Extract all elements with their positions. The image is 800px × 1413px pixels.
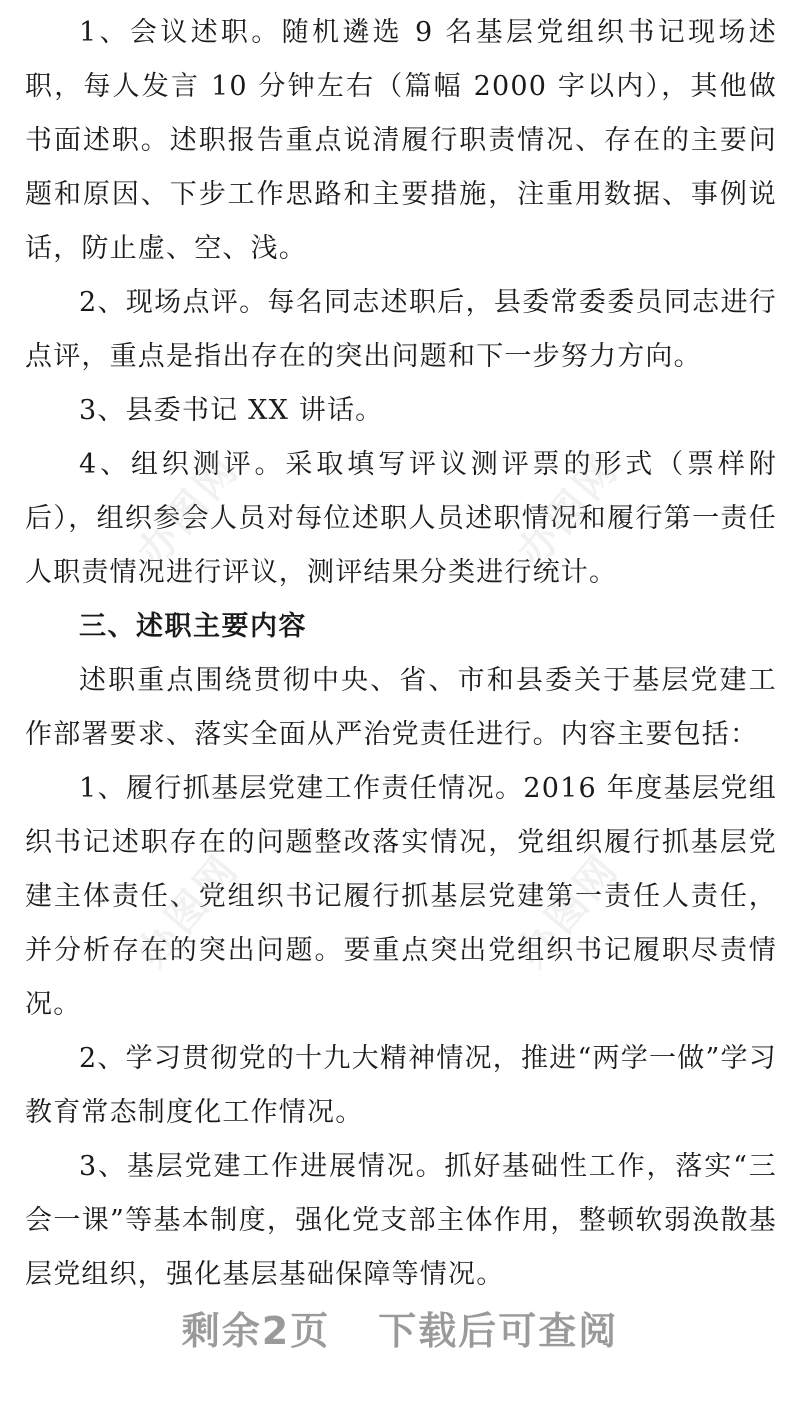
paragraph-meeting-report: 1、会议述职。随机遴选 9 名基层党组织书记现场述职，每人发言 10 分钟左右（篇幅 2000 字以内），其他做书面述职。述职报告重点说清履行职责情况、存在的主要问题和原因、下步工作思路和主要措施，注重用数据、事例说话，防止虚、空、浅。	[25, 17, 777, 264]
paragraph-study-implementation: 2、学习贯彻党的十九大精神情况，推进“两学一做”学习教育常态制度化工作情况。	[25, 1043, 777, 1128]
paragraph-organization-evaluation: 4、组织测评。采取填写评议测评票的形式（票样附后），组织参会人员对每位述职人员述职情况和履行第一责任人职责情况进行评议，测评结果分类进行统计。	[25, 449, 777, 588]
download-to-view-label: 下载后可查阅	[378, 1309, 619, 1353]
remaining-pages-label: 剩余2页	[181, 1309, 331, 1353]
paragraph-work-progress: 3、基层党建工作进展情况。抓好基础性工作，落实“三会一课”等基本制度，强化党支部主体作用，整顿软弱涣散基层党组织，强化基层基础保障等情况。	[25, 1151, 777, 1290]
section-heading: 三、述职主要内容	[79, 611, 307, 642]
watermark: 办图网	[128, 445, 249, 577]
paragraph-onsite-review: 2、现场点评。每名同志述职后，县委常委委员同志进行点评，重点是指出存在的突出问题和下一步努力方向。	[25, 287, 777, 372]
paragraph-secretary-speech: 3、县委书记 XX 讲话。	[79, 395, 384, 426]
download-prompt-banner[interactable]	[0, 1300, 800, 1355]
paragraph-report-focus: 述职重点围绕贯彻中央、省、市和县委关于基层党建工作部署要求、落实全面从严治党责任进行。内容主要包括：	[25, 665, 777, 750]
watermark: 办图网	[508, 845, 629, 977]
paragraph-duty-fulfillment: 1、履行抓基层党建工作责任情况。2016 年度基层党组织书记述职存在的问题整改落实情况，党组织履行抓基层党建主体责任、党组织书记履行抓基层党建第一责任人责任，并分析存在的突出问题。要重点突出党组织书记履职尽责情况。	[25, 773, 777, 1020]
watermark: 办图网	[508, 445, 629, 577]
watermark: 办图网	[128, 845, 249, 977]
document-page	[25, 0, 777, 1302]
